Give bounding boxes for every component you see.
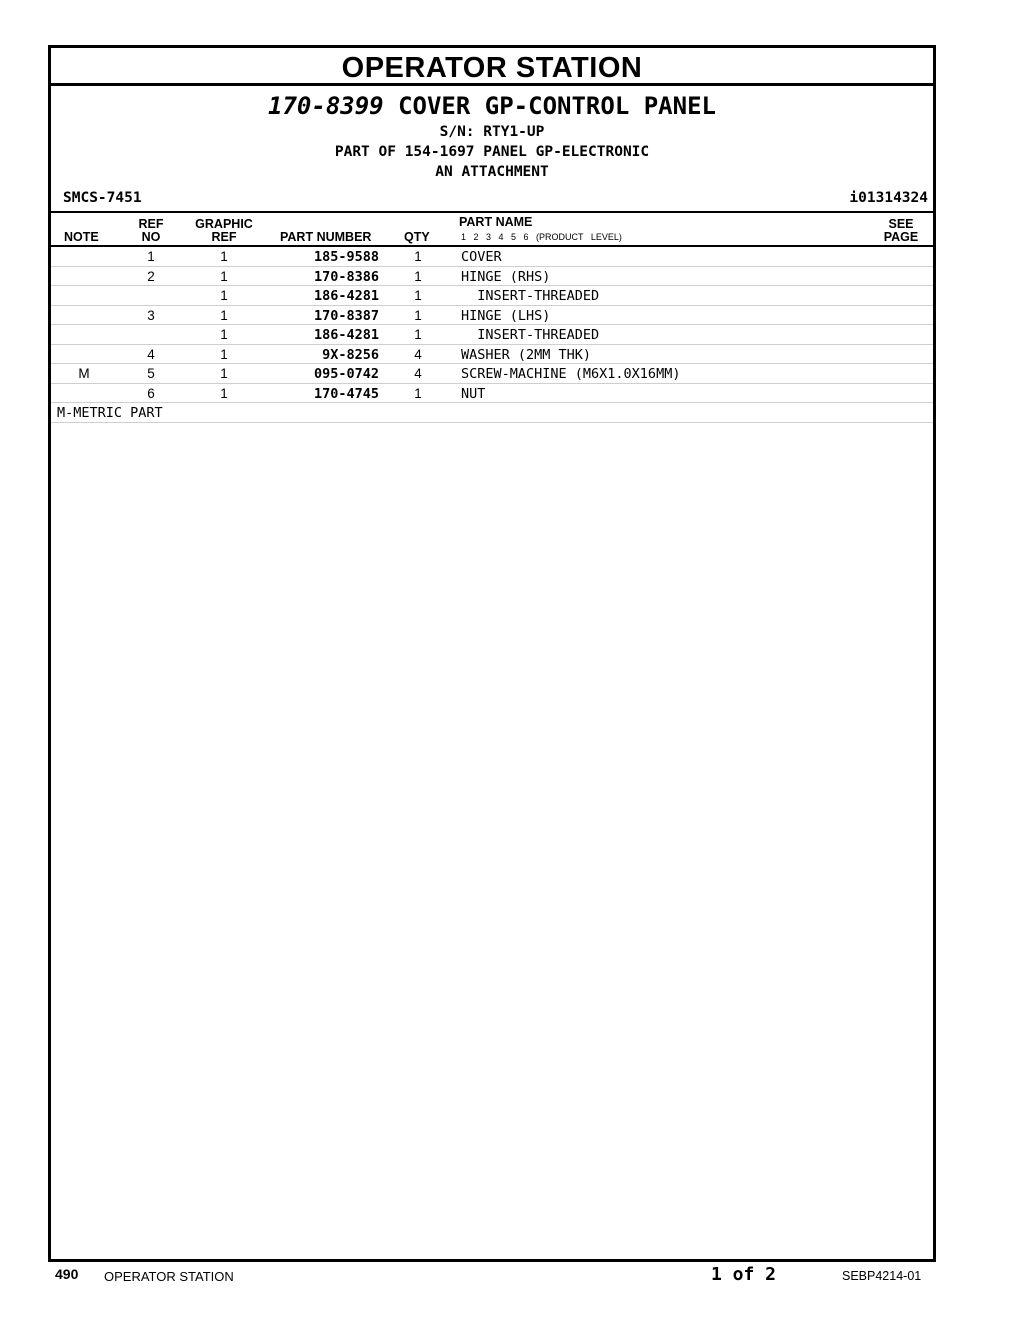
table-row bbox=[51, 384, 933, 404]
col-header-ref-bottom: NO bbox=[141, 230, 161, 244]
table-row bbox=[51, 345, 933, 365]
qty-cell: 1 bbox=[414, 307, 422, 323]
col-header-part-name: PART NAME bbox=[459, 215, 533, 229]
qty-cell: 1 bbox=[414, 327, 422, 342]
group-name: COVER GP-CONTROL PANEL bbox=[398, 92, 716, 120]
col-header-note: NOTE bbox=[64, 230, 99, 244]
illustration-id: i01314324 bbox=[849, 190, 928, 206]
graphic-ref-cell: 1 bbox=[220, 307, 228, 323]
serial-range: S/N: RTY1-UP bbox=[439, 124, 545, 140]
table-row bbox=[51, 325, 933, 345]
graphic-ref-cell: 1 bbox=[220, 327, 228, 342]
footer-page-of: 1 of 2 bbox=[711, 1264, 777, 1285]
part-name-cell: HINGE (RHS) bbox=[461, 268, 551, 285]
part-name-cell: INSERT-THREADED bbox=[461, 327, 600, 343]
part-name-cell: NUT bbox=[461, 385, 486, 402]
smcs-code: SMCS-7451 bbox=[63, 190, 142, 206]
part-number-cell: 9X-8256 bbox=[322, 346, 379, 363]
col-header-see-bottom: PAGE bbox=[883, 230, 919, 244]
col-header-qty: QTY bbox=[404, 230, 430, 244]
part-name-cell: COVER bbox=[461, 249, 502, 265]
table-row bbox=[51, 364, 933, 384]
col-header-part-number: PART NUMBER bbox=[280, 230, 372, 244]
attachment-note: AN ATTACHMENT bbox=[435, 164, 549, 180]
col-header-see-page bbox=[883, 218, 919, 244]
col-header-see-top: SEE bbox=[888, 217, 914, 231]
ref-no-cell: 5 bbox=[147, 366, 155, 381]
qty-cell: 1 bbox=[414, 249, 422, 264]
part-number-cell: 095-0742 bbox=[313, 366, 379, 382]
part-name-cell: INSERT-THREADED bbox=[461, 288, 600, 304]
col-header-graphic bbox=[191, 218, 257, 244]
part-number-cell: 186-4281 bbox=[313, 327, 379, 343]
group-title bbox=[51, 92, 933, 120]
graphic-ref-cell: 1 bbox=[220, 288, 228, 303]
ref-no-cell: 3 bbox=[147, 307, 155, 323]
graphic-ref-cell: 1 bbox=[220, 366, 228, 381]
qty-cell: 1 bbox=[414, 268, 422, 284]
part-number-cell: 170-8386 bbox=[313, 268, 379, 285]
part-of: PART OF 154-1697 PANEL GP-ELECTRONIC bbox=[334, 144, 650, 160]
col-header-ref bbox=[137, 218, 165, 244]
col-header-graphic-bottom: REF bbox=[211, 230, 237, 244]
header-divider bbox=[51, 211, 933, 213]
qty-cell: 1 bbox=[414, 288, 422, 303]
group-part-number: 170-8399 bbox=[268, 92, 384, 120]
part-number-cell: 185-9588 bbox=[313, 249, 379, 265]
graphic-ref-cell: 1 bbox=[220, 249, 228, 264]
table-row bbox=[51, 286, 933, 306]
footnote-row bbox=[51, 403, 933, 423]
product-level-legend: 1 2 3 4 5 6 (PRODUCT LEVEL) bbox=[461, 232, 622, 242]
ref-no-cell: 6 bbox=[147, 385, 155, 401]
parts-table bbox=[51, 245, 933, 423]
col-header-ref-top: REF bbox=[138, 217, 164, 231]
part-name-cell: SCREW-MACHINE (M6X1.0X16MM) bbox=[461, 366, 681, 382]
part-number-cell: 186-4281 bbox=[313, 288, 379, 304]
ref-no-cell: 4 bbox=[147, 346, 155, 362]
note-cell: M bbox=[78, 366, 90, 381]
qty-cell: 4 bbox=[414, 366, 422, 381]
qty-cell: 4 bbox=[414, 346, 422, 362]
page-frame bbox=[48, 45, 936, 1262]
ref-no-cell: 2 bbox=[147, 268, 155, 284]
graphic-ref-cell: 1 bbox=[220, 268, 228, 284]
graphic-ref-cell: 1 bbox=[220, 385, 228, 401]
graphic-ref-cell: 1 bbox=[220, 346, 228, 362]
table-row bbox=[51, 267, 933, 287]
footnote-text: M-METRIC PART bbox=[57, 405, 163, 421]
col-header-graphic-top: GRAPHIC bbox=[195, 217, 253, 231]
part-number-cell: 170-8387 bbox=[313, 307, 379, 324]
table-row bbox=[51, 306, 933, 326]
table-row bbox=[51, 247, 933, 267]
footer-doc-id: SEBP4214-01 bbox=[842, 1269, 922, 1283]
section-title: OPERATOR STATION bbox=[51, 48, 933, 86]
footer-section: OPERATOR STATION bbox=[104, 1269, 234, 1284]
footer-page-number: 490 bbox=[55, 1266, 79, 1282]
part-number-cell: 170-4745 bbox=[313, 385, 379, 402]
part-name-cell: HINGE (LHS) bbox=[461, 307, 551, 324]
ref-no-cell: 1 bbox=[147, 249, 155, 264]
qty-cell: 1 bbox=[414, 385, 422, 401]
part-name-cell: WASHER (2MM THK) bbox=[461, 346, 592, 363]
